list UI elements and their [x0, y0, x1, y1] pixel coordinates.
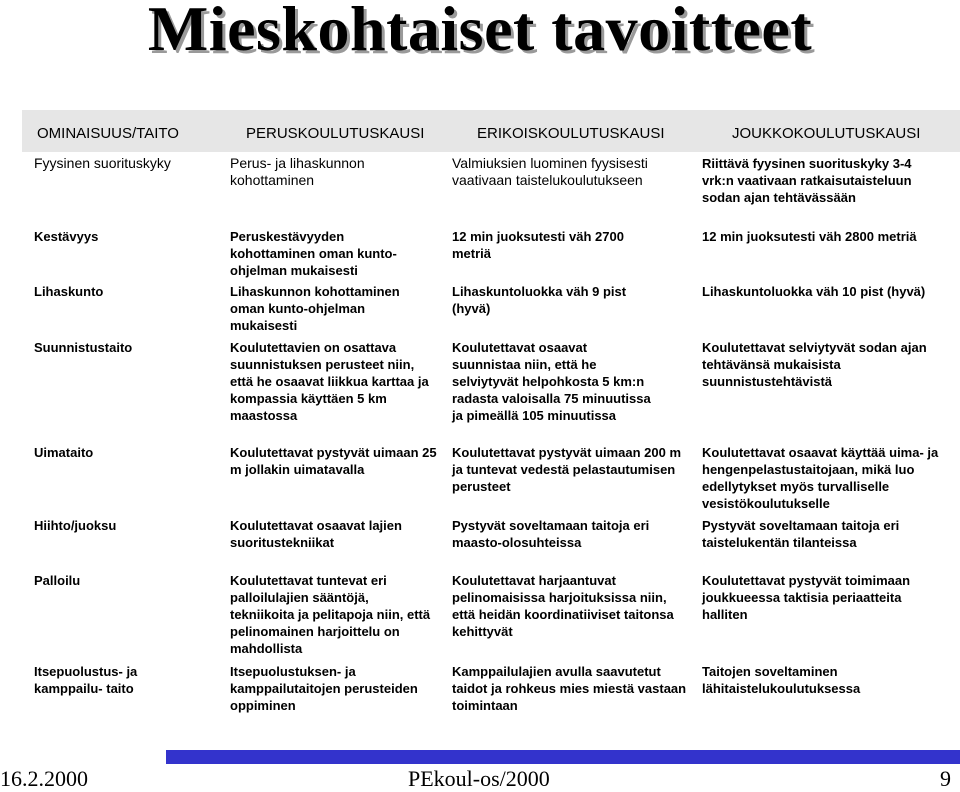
row-basic-training: Itsepuolustuksen- ja kamppailutaitojen perusteiden oppiminen: [230, 664, 418, 713]
row-attribute: Hiihto/juoksu: [34, 518, 117, 533]
row-basic-training: Koulutettavien on osattava suunnistuksen perusteet niin, että he osaavat liikkua karttaa ja kompassia käyttäen 5 km maastossa: [230, 340, 429, 423]
footer-document-code: PEkoul-os/2000: [408, 766, 550, 791]
footer-rule: [166, 750, 960, 764]
page-title: Mieskohtaiset tavoitteet: [147, 0, 813, 64]
row-attribute: Kestävyys: [34, 229, 99, 244]
row-attribute: Suunnistustaito: [34, 340, 133, 355]
row-attribute: Fyysinen suorituskyky: [34, 155, 171, 171]
row-special-training: Valmiuksien luominen fyysisesti vaativaan taistelukoulutukseen: [452, 155, 648, 188]
page-number: 9: [940, 766, 951, 791]
row-attribute: Uimataito: [34, 445, 94, 460]
row-special-training: Pystyvät soveltamaan taitoja eri maasto-olosuhteissa: [452, 518, 650, 550]
row-unit-training: Taitojen soveltaminen lähitaistelukoulutuksessa: [702, 664, 861, 696]
row-unit-training: Koulutettavat selviytyvät sodan ajan tehtävänsä mukaisista suunnistustehtävistä: [702, 340, 927, 389]
row-basic-training: Lihaskunnon kohottaminen oman kunto-ohjelman mukaisesti: [230, 284, 400, 333]
row-basic-training: Peruskestävyyden kohottaminen oman kunto-ohjelman mukaisesti: [230, 229, 397, 278]
row-special-training: Koulutettavat harjaantuvat pelinomaisissa harjoituksissa niin, että heidän koordinatiiviset taitonsa kehittyvät: [452, 573, 674, 639]
row-unit-training: Lihaskuntoluokka väh 10 pist (hyvä): [702, 284, 926, 299]
column-header-special-training: ERIKOISKOULUTUSKAUSI: [477, 125, 665, 142]
row-special-training: Lihaskuntoluokka väh 9 pist (hyvä): [452, 284, 627, 316]
row-unit-training: Riittävä fyysinen suorituskyky 3-4 vrk:n vaativaan ratkaisutaisteluun sodan ajan tehtävässään: [702, 156, 912, 205]
row-basic-training: Koulutettavat tuntevat eri palloilulajien sääntöjä, tekniikoita ja pelitapoja niin, että pelinomainen harjoittelu on mahdollista: [230, 573, 431, 656]
row-basic-training: Koulutettavat osaavat lajien suoritustekniikat: [230, 518, 402, 550]
row-special-training: 12 min juoksutesti väh 2700 metriä: [452, 229, 624, 261]
row-special-training: Koulutettavat pystyvät uimaan 200 m ja tuntevat vedestä pelastautumisen perusteet: [452, 445, 682, 494]
column-header-attribute: OMINAISUUS/TAITO: [37, 125, 179, 142]
column-header-basic-training: PERUSKOULUTUSKAUSI: [246, 125, 425, 142]
row-attribute: Palloilu: [34, 573, 81, 588]
row-attribute: Lihaskunto: [34, 284, 104, 299]
footer-date: 16.2.2000: [0, 766, 88, 791]
row-unit-training: Pystyvät soveltamaan taitoja eri taistelukentän tilanteissa: [702, 518, 900, 550]
row-unit-training: Koulutettavat pystyvät toimimaan joukkueessa taktisia periaatteita halliten: [702, 573, 911, 622]
row-basic-training: Koulutettavat pystyvät uimaan 25 m jollakin uimatavalla: [230, 445, 437, 477]
row-basic-training: Perus- ja lihaskunnon kohottaminen: [230, 155, 365, 188]
column-header-unit-training: JOUKKOKOULUTUSKAUSI: [732, 125, 921, 142]
row-special-training: Koulutettavat osaavat suunnistaa niin, että he selviytyvät helpohkosta 5 km:n radasta valoisalla 75 minuutissa ja pimeällä 105 minuutissa: [452, 340, 651, 423]
row-unit-training: 12 min juoksutesti väh 2800 metriä: [702, 229, 917, 244]
row-attribute: Itsepuolustus- ja kamppailu- taito: [34, 664, 138, 696]
row-unit-training: Koulutettavat osaavat käyttää uima- ja hengenpelastustaitojaan, mikä luo edellytykset myös turvalliselle vesistökoulutukselle: [702, 445, 939, 511]
row-special-training: Kamppailulajien avulla saavutetut taidot ja rohkeus mies miestä vastaan toimintaan: [452, 664, 687, 713]
